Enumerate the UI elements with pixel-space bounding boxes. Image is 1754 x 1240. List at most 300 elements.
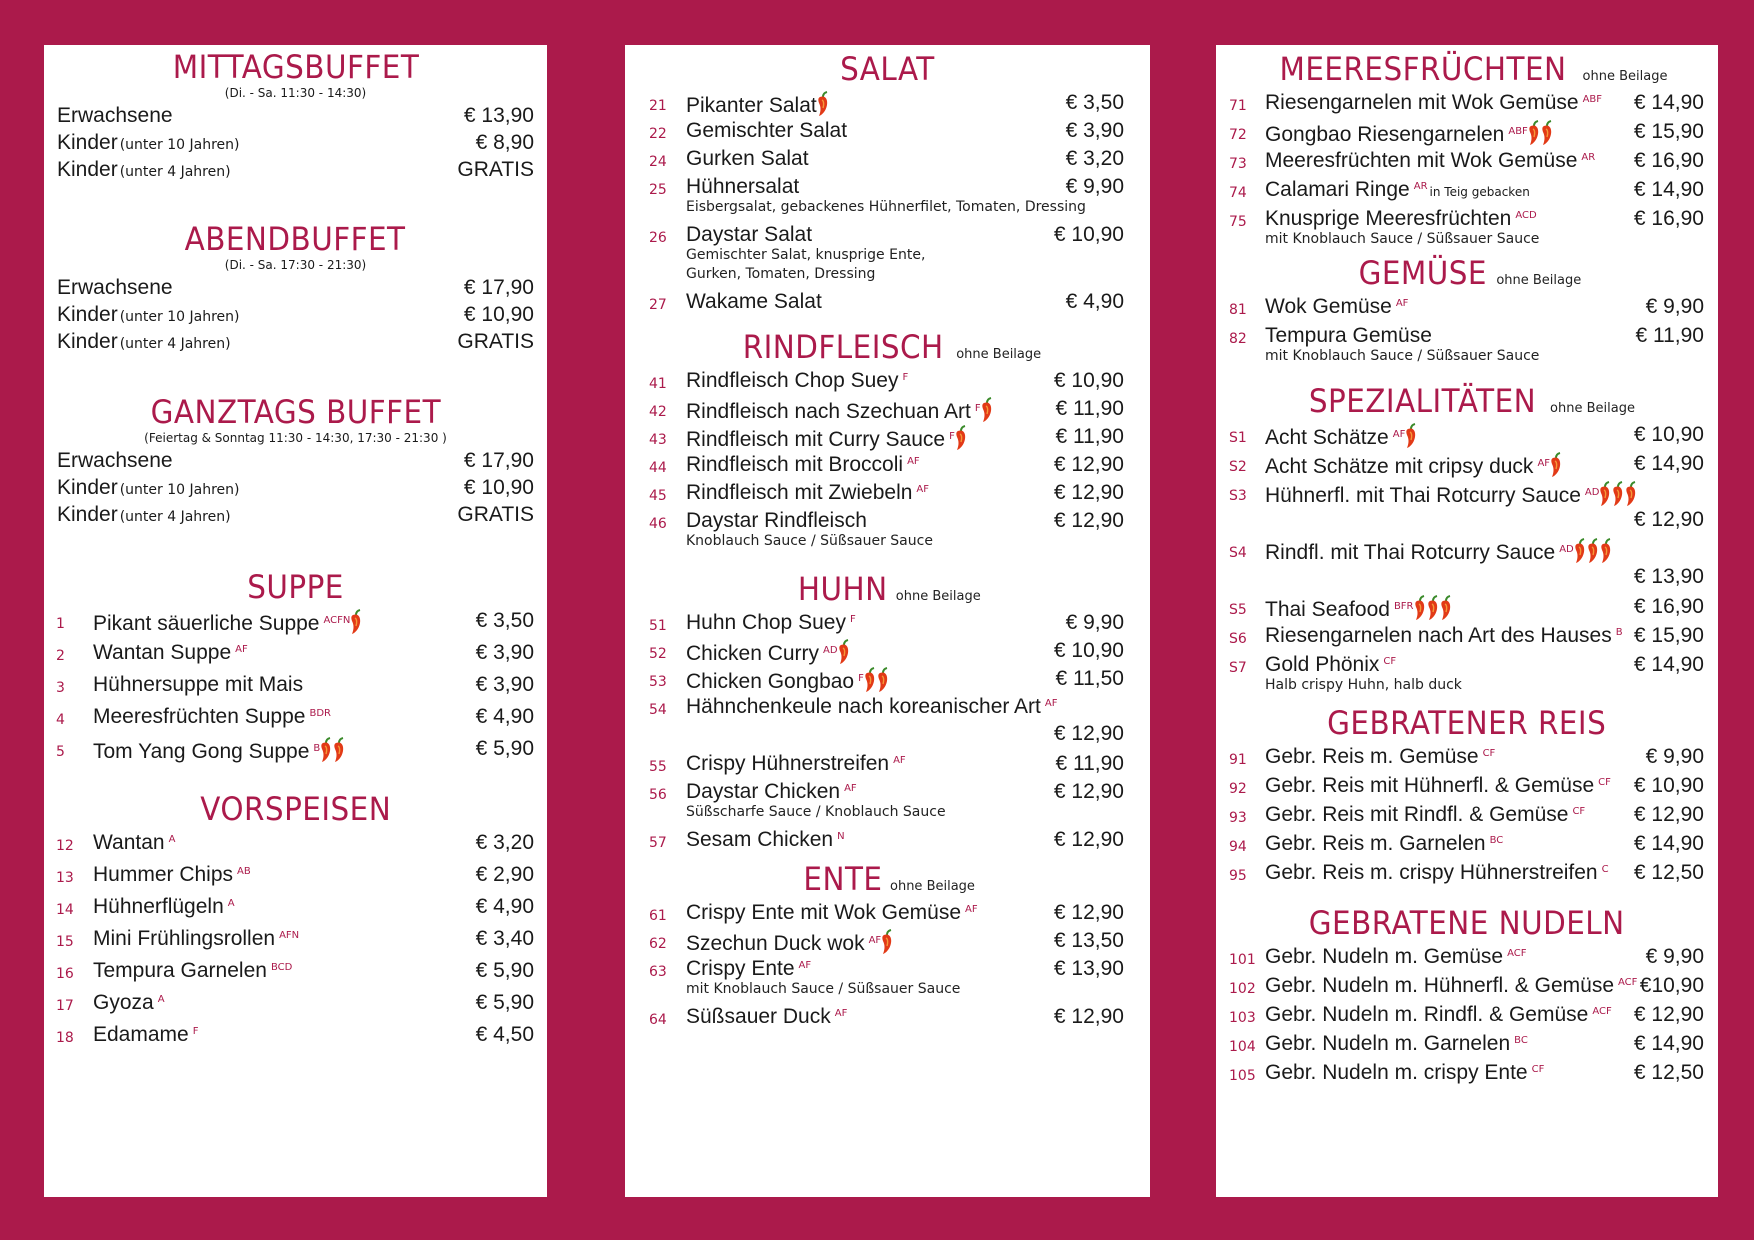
item-name: Acht Schätze <box>1265 426 1389 449</box>
item-name: Daystar Chicken <box>686 780 841 803</box>
item-price: € 10,90 <box>463 303 534 326</box>
item-age-note: (unter 4 Jahren) <box>119 336 231 352</box>
menu-item <box>44 474 547 501</box>
item-number: 75 <box>1229 214 1247 230</box>
item-number: 92 <box>1229 781 1247 797</box>
item-price: € 9,90 <box>1065 611 1124 634</box>
item-name: Gemischter Salat <box>686 119 848 142</box>
item-name-group <box>93 959 292 983</box>
menu-item <box>625 507 1150 555</box>
menu-item <box>1216 1030 1718 1059</box>
item-description-line: Knoblauch Sauce / Süßsauer Sauce <box>686 533 933 549</box>
item-number: 43 <box>649 432 667 448</box>
item-description <box>1265 348 1539 364</box>
item-description-line: mit Knoblauch Sauce / Süßsauer Sauce <box>1265 348 1540 364</box>
section-title: GANZTAGS BUFFET <box>150 393 441 431</box>
item-name-group <box>1265 91 1602 115</box>
item-number: S1 <box>1229 430 1247 446</box>
item-name: Wok Gemüse <box>1265 295 1392 318</box>
item-price: € 5,90 <box>475 737 534 760</box>
item-number: 15 <box>56 934 74 950</box>
menu-section <box>44 393 547 528</box>
item-name: Thai Seafood <box>1265 598 1390 621</box>
section-title: SUPPE <box>247 568 344 606</box>
section-heading <box>625 860 1150 898</box>
menu-item <box>625 451 1150 479</box>
item-number: 62 <box>649 936 667 952</box>
item-number: 54 <box>649 702 667 718</box>
item-price: € 5,90 <box>475 959 534 982</box>
chili-pepper-icon <box>332 737 346 763</box>
menu-item <box>625 117 1150 145</box>
item-number: S4 <box>1229 545 1247 561</box>
item-price: € 2,90 <box>475 863 534 886</box>
menu-item <box>44 607 547 639</box>
menu-item <box>625 395 1150 423</box>
menu-item <box>625 927 1150 955</box>
item-number: 14 <box>56 902 74 918</box>
menu-item <box>1216 772 1718 801</box>
item-name-group <box>1265 149 1595 173</box>
item-number: 24 <box>649 154 667 170</box>
menu-item <box>1216 536 1718 593</box>
item-name: Gebr. Nudeln m. Garnelen <box>1265 1032 1511 1055</box>
item-number: S5 <box>1229 602 1247 618</box>
item-price: € 17,90 <box>463 276 534 299</box>
item-name: Gebr. Nudeln m. Hühnerfl. & Gemüse <box>1265 974 1614 997</box>
section-heading <box>1216 382 1718 420</box>
item-name: Rindfleisch Chop Suey <box>686 369 899 392</box>
menu-item <box>1216 1059 1718 1088</box>
menu-item <box>625 145 1150 173</box>
item-name: Edamame <box>93 1023 189 1046</box>
item-age-note: (unter 10 Jahren) <box>119 482 240 498</box>
section-hours: (Di. - Sa. 17:30 - 21:30) <box>224 258 367 272</box>
item-name-group <box>686 828 845 852</box>
item-name-group <box>1265 207 1537 231</box>
item-price: € 3,90 <box>475 641 534 664</box>
allergen-code: N <box>837 831 845 842</box>
item-price: € 12,90 <box>1053 901 1124 924</box>
item-name-group <box>686 901 978 925</box>
item-name: Wakame Salat <box>686 290 822 313</box>
item-name-group <box>1265 974 1637 998</box>
section-heading <box>1216 254 1718 292</box>
menu-item <box>44 861 547 893</box>
chili-pepper-icon <box>1549 452 1563 478</box>
item-name: Chicken Curry <box>686 642 820 665</box>
item-name-group <box>93 831 175 855</box>
item-number: 27 <box>649 297 667 313</box>
item-description <box>686 199 1086 215</box>
item-name-group <box>57 476 239 500</box>
item-price: € 11,90 <box>1635 324 1704 347</box>
item-name: Hähnchenkeule nach koreanischer Art <box>686 695 1041 718</box>
allergen-code: CF <box>1572 806 1586 817</box>
allergen-code: C <box>1601 864 1609 875</box>
allergen-code: F <box>858 673 864 684</box>
chili-pepper-icon <box>1586 538 1600 564</box>
item-number: 91 <box>1229 752 1247 768</box>
chili-pepper-icon <box>863 667 877 693</box>
chili-pepper-icon <box>319 737 333 763</box>
item-price: € 12,90 <box>1053 509 1124 532</box>
item-name-group <box>1265 481 1638 508</box>
item-number: 1 <box>56 616 65 632</box>
item-name-group <box>686 147 809 171</box>
allergen-code: AFN <box>279 930 300 941</box>
section-heading <box>44 393 547 431</box>
item-name: Gold Phönix <box>1265 653 1380 676</box>
menu-item <box>44 447 547 474</box>
item-name: Calamari Ringe <box>1265 178 1410 201</box>
item-description-line: mit Knoblauch Sauce / Süßsauer Sauce <box>686 981 961 997</box>
item-name: Pikanter Salat <box>686 94 817 117</box>
allergen-code: AF <box>1392 429 1406 440</box>
allergen-code: F <box>949 431 955 442</box>
item-price: GRATIS <box>457 158 534 181</box>
menu-item <box>1216 1001 1718 1030</box>
item-description <box>1265 677 1462 693</box>
menu-item <box>1216 651 1718 699</box>
item-name-group <box>93 609 363 636</box>
section-title: SPEZIALITÄTEN <box>1308 382 1537 420</box>
item-number: 5 <box>56 744 65 760</box>
item-name-group <box>1265 1003 1612 1027</box>
chili-pepper-icon <box>1413 595 1427 621</box>
section-title: MEERESFRÜCHTEN <box>1279 50 1567 88</box>
menu-item <box>44 893 547 925</box>
item-price: € 12,90 <box>1633 1003 1704 1026</box>
item-name: Gebr. Reis m. crispy Hühnerstreifen <box>1265 861 1598 884</box>
item-price: € 9,90 <box>1065 175 1124 198</box>
section-subtitle: ohne Beilage <box>1496 273 1582 288</box>
item-number: 82 <box>1229 331 1247 347</box>
item-price: € 5,90 <box>475 991 534 1014</box>
item-price: € 13,50 <box>1053 929 1124 952</box>
item-number: 44 <box>649 460 667 476</box>
item-name-group <box>686 1005 847 1029</box>
allergen-code: CF <box>1383 656 1397 667</box>
section-title: RINDFLEISCH <box>742 328 944 366</box>
item-name-group <box>57 131 239 155</box>
menu-item <box>44 735 547 767</box>
section-hours: (Di. - Sa. 11:30 - 14:30) <box>224 86 367 100</box>
item-name: Mini Frühlingsrollen <box>93 927 276 950</box>
item-price: € 12,90 <box>1633 803 1704 826</box>
chili-pepper-icon <box>876 667 890 693</box>
item-name-group <box>57 503 231 527</box>
allergen-code: AB <box>237 866 251 877</box>
menu-item <box>625 367 1150 395</box>
allergen-code: A <box>168 834 176 845</box>
menu-item <box>1216 943 1718 972</box>
item-number: 56 <box>649 787 667 803</box>
allergen-code: AF <box>1537 458 1551 469</box>
item-name: Riesengarnelen mit Wok Gemüse <box>1265 91 1579 114</box>
item-number: 51 <box>649 618 667 634</box>
item-name-group <box>93 895 235 919</box>
item-name: Gebr. Nudeln m. Gemüse <box>1265 945 1504 968</box>
item-name: Knusprige Meeresfrüchten <box>1265 207 1512 230</box>
chili-pepper-icon <box>1624 481 1638 507</box>
menu-item <box>1216 421 1718 450</box>
allergen-code: CF <box>1531 1064 1545 1075</box>
item-name: Tempura Garnelen <box>93 959 267 982</box>
item-price: € 4,90 <box>475 895 534 918</box>
item-name: Erwachsene <box>57 449 173 472</box>
item-number: 101 <box>1229 952 1256 968</box>
chili-pepper-icon <box>1573 538 1587 564</box>
item-name: Wantan <box>93 831 165 854</box>
allergen-code: AF <box>1395 298 1409 309</box>
item-description-line: Gemischter Salat, knusprige Ente, <box>686 247 926 263</box>
item-number: 102 <box>1229 981 1256 997</box>
chili-pepper-icon <box>954 425 968 451</box>
item-description <box>686 981 960 997</box>
item-name-group <box>1265 945 1527 969</box>
item-name-group <box>1265 745 1495 769</box>
menu-section <box>625 860 1150 1031</box>
menu-panel-right <box>1216 45 1718 1197</box>
menu-item <box>625 288 1150 316</box>
item-description-line: Eisbergsalat, gebackenes Hühnerfilet, Tomaten, Dressing <box>686 199 1086 215</box>
item-name: Erwachsene <box>57 276 173 299</box>
item-price: € 10,90 <box>1053 639 1124 662</box>
item-description <box>686 247 925 282</box>
allergen-code: ACD <box>1515 210 1537 221</box>
section-heading <box>625 570 1150 608</box>
item-number: 25 <box>649 182 667 198</box>
menu-section <box>625 328 1150 555</box>
item-number: 104 <box>1229 1039 1256 1055</box>
menu-item <box>1216 743 1718 772</box>
item-name-group <box>686 290 822 314</box>
item-name-group <box>1265 423 1418 450</box>
item-name-group <box>1265 452 1563 479</box>
chili-pepper-icon <box>349 609 363 635</box>
chili-pepper-icon <box>880 929 894 955</box>
allergen-code: AF <box>235 644 248 655</box>
item-name-group <box>57 276 173 300</box>
item-name: Kinder <box>57 303 118 326</box>
item-name: Sesam Chicken <box>686 828 834 851</box>
allergen-code: F <box>902 372 909 383</box>
allergen-code: A <box>157 994 165 1005</box>
item-name-group <box>686 425 968 452</box>
item-price: € 16,90 <box>1633 595 1704 618</box>
chili-pepper-icon <box>816 91 830 117</box>
allergen-code: AF <box>1044 698 1058 709</box>
menu-item <box>44 129 547 156</box>
item-name-group <box>93 705 331 729</box>
item-name-group <box>1265 295 1408 319</box>
item-name-group <box>1265 653 1396 677</box>
item-number: 46 <box>649 516 667 532</box>
item-name: Gebr. Reis m. Garnelen <box>1265 832 1486 855</box>
item-price: € 10,90 <box>1633 774 1704 797</box>
item-number: 55 <box>649 759 667 775</box>
item-name-group <box>57 449 173 473</box>
item-name-group <box>1265 178 1530 202</box>
item-price: GRATIS <box>457 503 534 526</box>
item-description-line: mit Knoblauch Sauce / Süßsauer Sauce <box>1265 231 1540 247</box>
section-heading <box>625 328 1150 366</box>
item-number: 13 <box>56 870 74 886</box>
item-number: 72 <box>1229 127 1247 143</box>
item-description <box>686 804 946 820</box>
menu-item <box>44 156 547 183</box>
item-price: € 3,90 <box>1065 119 1124 142</box>
item-price: € 14,90 <box>1633 91 1704 114</box>
item-number: 17 <box>56 998 74 1014</box>
menu-section <box>44 790 547 1053</box>
menu-section <box>44 48 547 183</box>
section-heading <box>1216 704 1718 742</box>
menu-item <box>1216 89 1718 118</box>
item-name: Gebr. Reis m. Gemüse <box>1265 745 1479 768</box>
item-price: € 3,50 <box>1065 91 1124 114</box>
item-name-group <box>1265 624 1623 648</box>
item-name: Hühnerfl. mit Thai Rotcurry Sauce <box>1265 484 1581 507</box>
item-number: 45 <box>649 488 667 504</box>
menu-item <box>625 423 1150 451</box>
item-inline-note: in Teig gebacken <box>1429 185 1530 199</box>
item-age-note: (unter 4 Jahren) <box>119 164 231 180</box>
item-price: €10,90 <box>1639 974 1704 997</box>
allergen-code: BCD <box>270 962 293 973</box>
item-name-group <box>93 673 303 697</box>
item-name-group <box>93 991 165 1015</box>
item-price: € 12,90 <box>1633 508 1704 531</box>
item-name: Crispy Ente <box>686 957 795 980</box>
item-name: Gebr. Reis mit Rindfl. & Gemüse <box>1265 803 1569 826</box>
menu-section <box>625 570 1150 854</box>
item-name-group <box>686 175 799 199</box>
section-title: GEMÜSE <box>1358 254 1487 292</box>
menu-section <box>1216 904 1718 1088</box>
item-description-line: Süßscharfe Sauce / Knoblauch Sauce <box>686 804 946 820</box>
item-number: 26 <box>649 230 667 246</box>
item-number: 74 <box>1229 185 1247 201</box>
item-price: € 10,90 <box>1053 369 1124 392</box>
item-number: S3 <box>1229 488 1247 504</box>
item-number: 63 <box>649 964 667 980</box>
allergen-code: AF <box>868 935 882 946</box>
item-number: 21 <box>649 98 667 114</box>
item-number: 61 <box>649 908 667 924</box>
section-heading <box>44 568 547 606</box>
item-name: Rindfleisch mit Broccoli <box>686 453 904 476</box>
item-number: 4 <box>56 712 65 728</box>
item-price: € 14,90 <box>1633 653 1704 676</box>
item-name: Pikant säuerliche Suppe <box>93 612 320 635</box>
item-number: 52 <box>649 646 667 662</box>
item-number: 64 <box>649 1012 667 1028</box>
item-price: € 10,90 <box>1633 423 1704 446</box>
item-name: Tempura Gemüse <box>1265 324 1432 347</box>
chili-pepper-icon <box>1439 595 1453 621</box>
item-name: Rindfleisch nach Szechuan Art <box>686 400 971 423</box>
section-title: VORSPEISEN <box>200 790 391 828</box>
item-number: 41 <box>649 376 667 392</box>
item-name: Gebr. Nudeln m. crispy Ente <box>1265 1061 1528 1084</box>
menu-item <box>44 957 547 989</box>
allergen-code: F <box>849 614 856 625</box>
item-age-note: (unter 4 Jahren) <box>119 509 231 525</box>
menu-item <box>1216 293 1718 322</box>
section-subtitle: ohne Beilage <box>1582 69 1668 84</box>
item-name: Kinder <box>57 503 118 526</box>
item-price: € 16,90 <box>1633 207 1704 230</box>
item-price: € 9,90 <box>1645 945 1704 968</box>
item-price: € 12,50 <box>1633 861 1704 884</box>
menu-item <box>625 778 1150 826</box>
item-name-group <box>686 780 857 804</box>
item-description <box>1265 231 1539 247</box>
allergen-code: AF <box>965 904 978 915</box>
menu-item <box>625 637 1150 665</box>
item-number: 94 <box>1229 839 1247 855</box>
item-name-group <box>686 695 1057 719</box>
item-price: € 4,50 <box>475 1023 534 1046</box>
allergen-code: ACF <box>1592 1006 1612 1017</box>
item-number: 105 <box>1229 1068 1256 1084</box>
menu-item <box>44 671 547 703</box>
menu-item <box>625 826 1150 854</box>
allergen-code: ACF <box>1618 977 1638 988</box>
item-name: Wantan Suppe <box>93 641 232 664</box>
menu-item <box>625 665 1150 693</box>
item-name-group <box>1265 120 1554 147</box>
section-heading <box>44 220 547 258</box>
menu-item <box>1216 801 1718 830</box>
section-subtitle: ohne Beilage <box>890 879 975 894</box>
item-price: € 3,20 <box>475 831 534 854</box>
item-name: Hühnersuppe mit Mais <box>93 673 304 696</box>
item-name-group <box>686 929 894 956</box>
item-name: Crispy Hühnerstreifen <box>686 752 890 775</box>
allergen-code: ABF <box>1508 126 1528 137</box>
menu-section <box>1216 382 1718 699</box>
allergen-code: ACF <box>1507 948 1527 959</box>
allergen-code: AD <box>1559 544 1574 555</box>
menu-section <box>1216 50 1718 253</box>
item-price: € 9,90 <box>1645 295 1704 318</box>
item-name-group <box>686 397 994 424</box>
chili-pepper-icon <box>1598 481 1612 507</box>
item-number: 53 <box>649 674 667 690</box>
section-heading <box>1216 50 1718 88</box>
item-name: Süßsauer Duck <box>686 1005 831 1028</box>
menu-item <box>44 102 547 129</box>
item-name: Gebr. Reis mit Hühnerfl. & Gemüse <box>1265 774 1595 797</box>
menu-item <box>44 301 547 328</box>
item-name-group <box>1265 324 1432 348</box>
item-name: Riesengarnelen nach Art des Hauses <box>1265 624 1612 647</box>
item-price: € 15,90 <box>1633 120 1704 143</box>
menu-item <box>625 221 1150 288</box>
chili-pepper-icon <box>1599 538 1613 564</box>
menu-item <box>44 989 547 1021</box>
item-name-group <box>686 667 890 694</box>
item-name: Kinder <box>57 131 118 154</box>
item-price: € 17,90 <box>463 449 534 472</box>
menu-item <box>44 639 547 671</box>
item-name-group <box>1265 595 1453 622</box>
allergen-code: AF <box>907 456 920 467</box>
chili-pepper-icon <box>1404 423 1418 449</box>
